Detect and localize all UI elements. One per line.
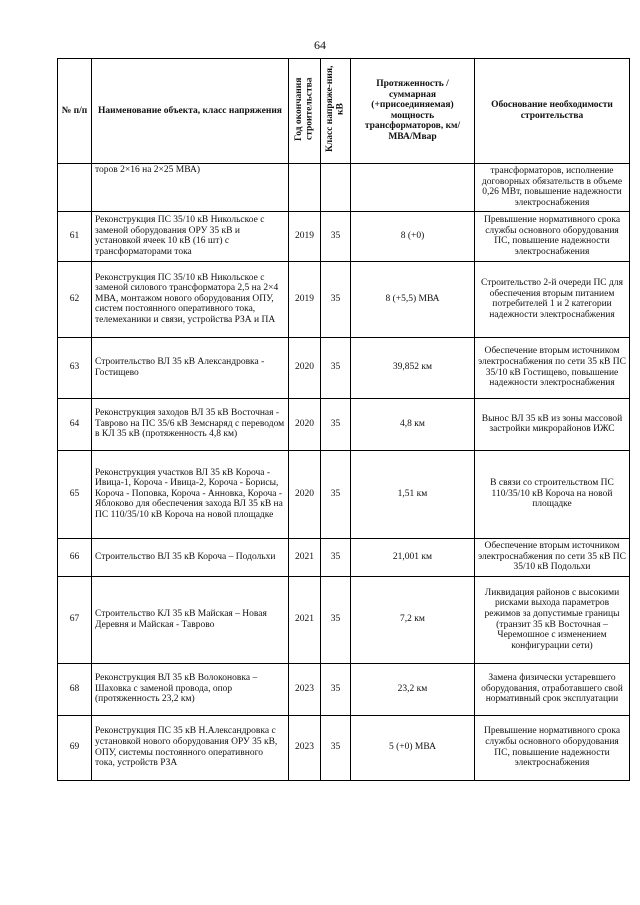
- row-length: 21,001 км: [351, 538, 475, 576]
- table-row: [58, 211, 630, 261]
- row-length: 8 (+5,5) МВА: [351, 261, 475, 337]
- row-name: Реконструкция участков ВЛ 35 кВ Короча - Ивица-1, Короча - Ивица-2, Короча - Борисы, Короча - Поповка, Короча - Анновка, Короча - Яблоково для обеспечения захода ВЛ 35 кВ на ПС 110/35/10 кВ Короча на новой площадке: [92, 450, 289, 538]
- row-name: Реконструкция ПС 35 кВ Н.Александровка с установкой нового оборудования ОРУ 35 кВ, ОПУ, системы постоянного оперативного тока, устройств РЗА: [92, 715, 289, 780]
- row-num: 62: [58, 261, 92, 337]
- row-justification: Вынос ВЛ 35 кВ из зоны массовой застройки микрорайонов ИЖС: [475, 398, 630, 450]
- row-length: [351, 163, 475, 211]
- row-justification: Превышение нормативного срока службы основного оборудования ПС, повышение надежности электроснабжения: [475, 715, 630, 780]
- row-num: 61: [58, 211, 92, 261]
- row-justification: Превышение нормативного срока службы основного оборудования ПС, повышение надежности электроснабжения: [475, 211, 630, 261]
- header-num: № п/п: [58, 59, 92, 164]
- row-name: Строительство ВЛ 35 кВ Александровка - Гостищево: [92, 337, 289, 398]
- table-row: [58, 538, 630, 576]
- row-voltage: 35: [321, 715, 351, 780]
- table-row: [58, 261, 630, 337]
- row-voltage: 35: [321, 576, 351, 663]
- row-justification: В связи со строительством ПС 110/35/10 кВ Короча на новой площадке: [475, 450, 630, 538]
- row-length: 1,51 км: [351, 450, 475, 538]
- row-justification: Замена физически устаревшего оборудования, отработавшего свой нормативный срок эксплуатации: [475, 663, 630, 715]
- row-length: 23,2 км: [351, 663, 475, 715]
- header-row: [58, 59, 630, 164]
- row-voltage: 35: [321, 663, 351, 715]
- table-row: [58, 576, 630, 663]
- table-row: [58, 398, 630, 450]
- row-name: Реконструкция заходов ВЛ 35 кВ Восточная - Таврово на ПС 35/6 кВ Земснаряд с переводом в КЛ 35 кВ (протяженность 4,8 км): [92, 398, 289, 450]
- table-row: [58, 715, 630, 780]
- header-voltage: [321, 59, 351, 164]
- table-row: [58, 450, 630, 538]
- row-voltage: 35: [321, 450, 351, 538]
- row-year: 2020: [289, 450, 321, 538]
- row-num: 65: [58, 450, 92, 538]
- row-name: Реконструкция ПС 35/10 кВ Никольское с заменой силового трансформатора 2,5 на 2×4 МВА, монтажом нового оборудования ОПУ, систем постоянного оперативного тока, телемеханики и связи, устройства РЗА и ПА: [92, 261, 289, 337]
- row-num: [58, 163, 92, 211]
- row-year: 2021: [289, 576, 321, 663]
- row-num: 64: [58, 398, 92, 450]
- row-justification: Обеспечение вторым источником электроснабжения по сети 35 кВ ПС 35/10 кВ Гостищево, повышение надежности электроснабжения: [475, 337, 630, 398]
- row-num: 63: [58, 337, 92, 398]
- row-voltage: 35: [321, 211, 351, 261]
- row-length: 8 (+0): [351, 211, 475, 261]
- row-name: Строительство КЛ 35 кВ Майская – Новая Деревня и Майская - Таврово: [92, 576, 289, 663]
- row-voltage: [321, 163, 351, 211]
- row-name: Реконструкция ПС 35/10 кВ Никольское с заменой оборудования ОРУ 35 кВ и установкой ячеек 10 кВ (16 шт) с трансформаторами тока: [92, 211, 289, 261]
- row-length: 7,2 км: [351, 576, 475, 663]
- row-voltage: 35: [321, 337, 351, 398]
- page-number: 64: [314, 38, 326, 52]
- row-length: 39,852 км: [351, 337, 475, 398]
- row-name: Строительство ВЛ 35 кВ Короча – Подольхи: [92, 538, 289, 576]
- row-voltage: 35: [321, 261, 351, 337]
- row-year: 2023: [289, 663, 321, 715]
- row-voltage: 35: [321, 538, 351, 576]
- row-justification: Строительство 2-й очереди ПС для обеспечения вторым питанием потребителей 1 и 2 категории надежности электроснабжения: [475, 261, 630, 337]
- row-num: 68: [58, 663, 92, 715]
- header-name: Наименование объекта, класс напряжения: [92, 59, 289, 164]
- header-just: Обоснование необходимости строительства: [475, 59, 630, 164]
- row-name: Реконструкция ВЛ 35 кВ Волоконовка – Шаховка с заменой провода, опор (протяженность 23,2 км): [92, 663, 289, 715]
- row-num: 67: [58, 576, 92, 663]
- table-row: [58, 337, 630, 398]
- header-voltage-text: Класс напряже-ния, кВ: [324, 65, 346, 153]
- row-voltage: 35: [321, 398, 351, 450]
- row-year: 2023: [289, 715, 321, 780]
- projects-table: [57, 58, 630, 781]
- row-justification: Ликвидация районов с высокими рисками выхода параметров режимов за допустимые границы (транзит 35 кВ Восточная – Черемошное с изменением конфигурации сети): [475, 576, 630, 663]
- row-num: 66: [58, 538, 92, 576]
- row-length: 4,8 км: [351, 398, 475, 450]
- row-length: 5 (+0) МВА: [351, 715, 475, 780]
- row-year: 2019: [289, 261, 321, 337]
- row-justification: Обеспечение вторым источником электроснабжения по сети 35 кВ ПС 35/10 кВ Подольхи: [475, 538, 630, 576]
- table-row: [58, 663, 630, 715]
- header-length: Протяженность / суммарная (+присоединяемая) мощность трансформаторов, км/МВА/Мвар: [351, 59, 475, 164]
- header-year: [289, 59, 321, 164]
- row-year: 2019: [289, 211, 321, 261]
- table-row: [58, 163, 630, 211]
- row-year: 2021: [289, 538, 321, 576]
- row-num: 69: [58, 715, 92, 780]
- row-justification: трансформаторов, исполнение договорных обязательств в объеме 0,26 МВт, повышение надежности электроснабжения: [475, 163, 630, 211]
- row-name: торов 2×16 на 2×25 МВА): [92, 163, 289, 211]
- row-year: 2020: [289, 398, 321, 450]
- row-year: 2020: [289, 337, 321, 398]
- header-year-text: Год окончания строительства: [293, 77, 315, 141]
- row-year: [289, 163, 321, 211]
